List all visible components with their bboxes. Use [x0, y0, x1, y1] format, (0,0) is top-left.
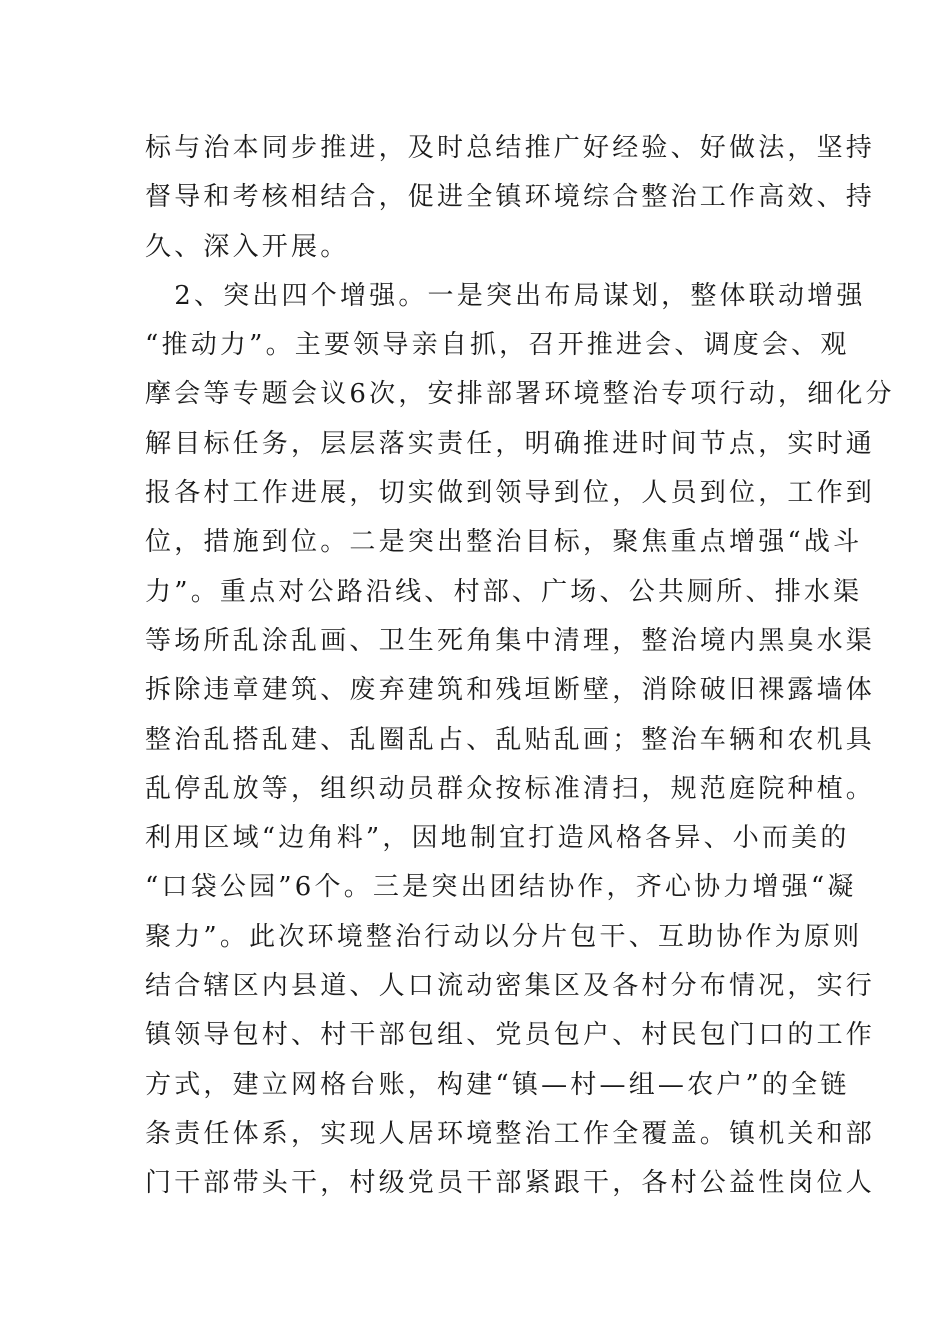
text-line-18: 结合辖区内县道、人口流动密集区及各村分布情况，实行	[145, 971, 876, 1002]
text-line-17: 聚力”。此次环境整治行动以分片包干、互助协作为原则	[145, 921, 863, 952]
text-line-6: 摩会等专题会议6次，安排部署环境整治专项行动，细化分	[145, 379, 895, 410]
text-line-16: “口袋公园”6个。三是突出团结协作，齐心协力增强“凝	[145, 872, 857, 903]
text-line-19: 镇领导包村、村干部包组、党员包户、村民包门口的工作	[145, 1020, 876, 1051]
text-line-11: 等场所乱涂乱画、卫生死角集中清理，整治境内黑臭水渠	[145, 625, 876, 656]
text-line-10: 力”。重点对公路沿线、村部、广场、公共厕所、排水渠	[145, 576, 863, 607]
text-line-1: 标与治本同步推进，及时总结推广好经验、好做法，坚持	[145, 133, 876, 163]
text-line-15: 利用区域“边角料”，因地制宜打造风格各异、小而美的	[145, 823, 850, 854]
body-text	[145, 124, 895, 1209]
text-line-8: 报各村工作进展，切实做到领导到位，人员到位，工作到	[145, 478, 876, 509]
text-line-3: 久、深入开展。	[145, 231, 350, 262]
text-line-21: 条责任体系，实现人居环境整治工作全覆盖。镇机关和部	[145, 1118, 876, 1149]
text-line-20: 方式，建立网格台账，构建“镇—村—组—农户”的全链	[145, 1069, 850, 1100]
text-line-12: 拆除违章建筑、废弃建筑和残垣断壁，消除破旧裸露墙体	[145, 675, 876, 706]
text-line-5: “推动力”。主要领导亲自抓，召开推进会、调度会、观	[145, 330, 850, 361]
text-line-7: 解目标任务，层层落实责任，明确推进时间节点，实时通	[145, 428, 876, 459]
text-line-2: 督导和考核相结合，促进全镇环境综合整治工作高效、持	[145, 182, 876, 213]
text-line-13: 整治乱搭乱建、乱圈乱占、乱贴乱画；整治车辆和农机具	[145, 724, 876, 755]
text-line-4: 2、突出四个增强。一是突出布局谋划，整体联动增强	[145, 280, 866, 311]
text-line-9: 位，措施到位。二是突出整治目标，聚焦重点增强“战斗	[145, 527, 863, 558]
text-line-14: 乱停乱放等，组织动员群众按标准清扫，规范庭院种植。	[145, 773, 876, 804]
text-line-22: 门干部带头干，村级党员干部紧跟干，各村公益性岗位人	[145, 1168, 876, 1199]
